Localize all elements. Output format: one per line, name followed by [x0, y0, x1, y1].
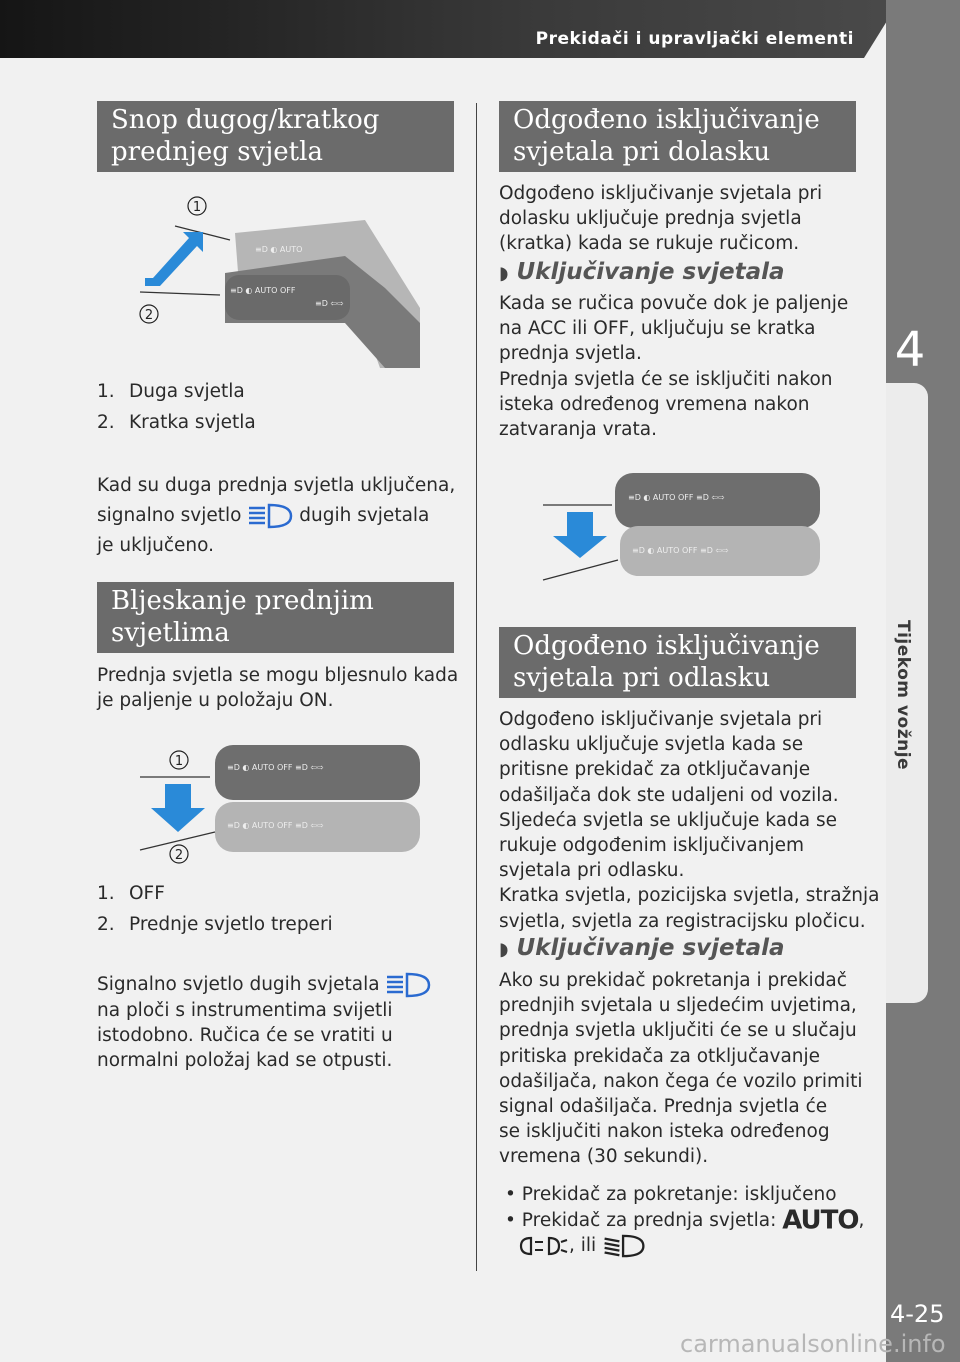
- heading-line: prednjeg svjetla: [111, 137, 323, 167]
- text-line: odlasku uključuje svjetla kada se: [499, 734, 804, 756]
- svg-text:≡D ◐ AUTO OFF ≡D ⇦⇨: ≡D ◐ AUTO OFF ≡D ⇦⇨: [227, 763, 324, 772]
- text-line: odašiljača dok ste udaljeni od vozila.: [499, 784, 839, 806]
- text-line: prednja svjetla uključiti će se u slučaju: [499, 1020, 857, 1042]
- subheading-turning-on: ◗ Uključivanje svjetala: [499, 935, 785, 961]
- callout-2: 2: [174, 848, 184, 863]
- text-line: svjetala pri odlasku.: [499, 860, 685, 882]
- text-line: Prednja svjetla se mogu bljesnulo kada: [97, 665, 459, 686]
- text-line: normalni položaj kad se otpusti.: [97, 1050, 393, 1072]
- text-line: zatvaranja vrata.: [499, 419, 657, 441]
- paragraph-coming-home-operation: [499, 291, 848, 442]
- section-heading-coming-home: [499, 101, 856, 172]
- svg-text:≡D ◐ AUTO OFF: ≡D ◐ AUTO OFF: [230, 286, 296, 295]
- heading-line: svjetlima: [111, 618, 230, 648]
- text-line: Odgođeno isključivanje svjetala pri: [499, 709, 823, 730]
- text-line: se isključiti nakon isteka određenog: [499, 1121, 830, 1143]
- text-line: na ploči s instrumentima svijetli: [97, 1000, 393, 1021]
- list-item: • Prekidač za prednja svjetla: AUTO,: [505, 1204, 865, 1235]
- text-line: prednjih svjetala u sljedećim uvjetima,: [499, 995, 857, 1017]
- list-item: 2. Prednje svjetlo treperi: [97, 914, 333, 935]
- list-item: 1. Duga svjetla: [97, 381, 245, 402]
- svg-text:≡D ◐ AUTO OFF ≡D ⇦⇨: ≡D ◐ AUTO OFF ≡D ⇦⇨: [227, 821, 324, 830]
- text-line: Kratka svjetla, pozicijska svjetla, stražnja: [499, 885, 880, 907]
- heading-line: Odgođeno isključivanje: [513, 631, 820, 661]
- section-heading-leaving-home: [499, 627, 856, 698]
- bullet-icon: •: [505, 1209, 522, 1231]
- heading-line: Odgođeno isključivanje: [513, 105, 820, 135]
- column-divider: [476, 103, 477, 1271]
- list-item: 2. Kratka svjetla: [97, 412, 256, 433]
- text-line: prednja svjetla.: [499, 343, 642, 365]
- text-line: Ako su prekidač pokretanja i prekidač: [499, 970, 847, 991]
- text-line: je paljenje u položaju ON.: [97, 690, 334, 712]
- paragraph-coming-home-intro: [499, 181, 822, 257]
- text-line: odašiljača, nakon čega će vozilo primiti: [499, 1070, 863, 1092]
- auto-icon: AUTO: [782, 1204, 859, 1235]
- section-heading-high-low-beam: [97, 101, 454, 172]
- text-line: isteka određenog vremena nakon: [499, 393, 810, 415]
- bullet-icon: •: [505, 1184, 522, 1205]
- list-item-continuation: , ili: [505, 1233, 864, 1259]
- text-line: Sljedeća svjetla se uključuje kada se: [499, 809, 837, 831]
- svg-text:≡D ◐ AUTO OFF ≡D ⇦⇨: ≡D ◐ AUTO OFF ≡D ⇦⇨: [628, 493, 725, 502]
- lever-high-low-figure: [135, 188, 425, 370]
- paragraph-leaving-home-intro: [499, 707, 880, 934]
- text-line: rukuje odgođenim isključivanjem: [499, 835, 804, 857]
- header-title: Prekidači i upravljački elementi: [535, 29, 854, 49]
- paragraph-flashing-intro: [97, 663, 458, 713]
- svg-text:≡D ⇦⇨: ≡D ⇦⇨: [315, 299, 344, 308]
- conditions-list: [505, 1182, 864, 1259]
- numbered-list: [97, 878, 333, 940]
- heading-line: Snop dugog/kratkog: [111, 105, 380, 135]
- text-line: (kratka) kada se rukuje ručicom.: [499, 233, 800, 255]
- text-line: pritiska prekidača za otključavanje: [499, 1045, 821, 1067]
- heading-line: Bljeskanje prednjim: [111, 586, 374, 616]
- svg-text:≡D ◐ AUTO: ≡D ◐ AUTO: [255, 245, 303, 254]
- text-line: Kad su duga prednja svjetla uključena,: [97, 475, 456, 496]
- low-beam-icon: [602, 1234, 646, 1258]
- text-line: pritisne prekidač za otključavanje: [499, 759, 811, 781]
- list-item: • Prekidač za pokretanje: isključeno: [505, 1184, 837, 1205]
- list-item: 1. OFF: [97, 883, 165, 904]
- high-beam-icon: [385, 972, 431, 998]
- heading-line: svjetala pri odlasku: [513, 663, 771, 693]
- page-number: 4-25: [890, 1300, 945, 1328]
- paragraph-leaving-home-operation: [499, 968, 863, 1170]
- section-heading-flashing: [97, 582, 454, 653]
- heading-line: svjetala pri dolasku: [513, 137, 771, 167]
- subheading-marker-icon: ◗: [499, 263, 509, 284]
- text-line: istodobno. Ručica će se vratiti u: [97, 1025, 393, 1047]
- paragraph-flashing-indicator: [97, 972, 431, 1074]
- subheading-turning-on: ◗ Uključivanje svjetala: [499, 259, 785, 285]
- subheading-marker-icon: ◗: [499, 939, 509, 960]
- callout-2: 2: [144, 308, 154, 323]
- text-line: Prednja svjetla će se isključiti nakon: [499, 368, 833, 390]
- svg-text:≡D ◐ AUTO OFF ≡D ⇦⇨: ≡D ◐ AUTO OFF ≡D ⇦⇨: [632, 546, 729, 555]
- lever-pull-figure: [540, 468, 825, 583]
- paragraph-high-beam-indicator: [97, 471, 455, 561]
- parking-light-icon: [519, 1234, 569, 1258]
- text-line: signal odašiljača. Prednja svjetla će: [499, 1096, 828, 1118]
- text-line: na ACC ili OFF, uključuju se kratka: [499, 318, 816, 340]
- chapter-label: Tijekom vožnje: [893, 620, 913, 771]
- text-line: dolasku uključuje prednja svjetla: [499, 208, 802, 230]
- high-beam-icon: [247, 503, 293, 529]
- text-line: vremena (30 sekundi).: [499, 1146, 709, 1168]
- callout-1: 1: [174, 754, 184, 769]
- text-line: Odgođeno isključivanje svjetala pri: [499, 183, 823, 204]
- callout-1: 1: [192, 200, 202, 215]
- watermark: carmanualsonline.info: [680, 1330, 946, 1358]
- text-line: Signalno svjetlo dugih svjetala: [97, 972, 431, 998]
- chapter-number: 4: [894, 322, 926, 378]
- numbered-list: [97, 376, 256, 438]
- lever-flash-figure: [135, 740, 425, 870]
- text-line: svjetla, svjetla za registracijsku pločicu.: [499, 910, 866, 932]
- text-line: signalno svjetlo dugih svjetala: [97, 501, 455, 531]
- text-line: je uključeno.: [97, 535, 214, 556]
- text-line: Kada se ručica povuče dok je paljenje: [499, 293, 849, 314]
